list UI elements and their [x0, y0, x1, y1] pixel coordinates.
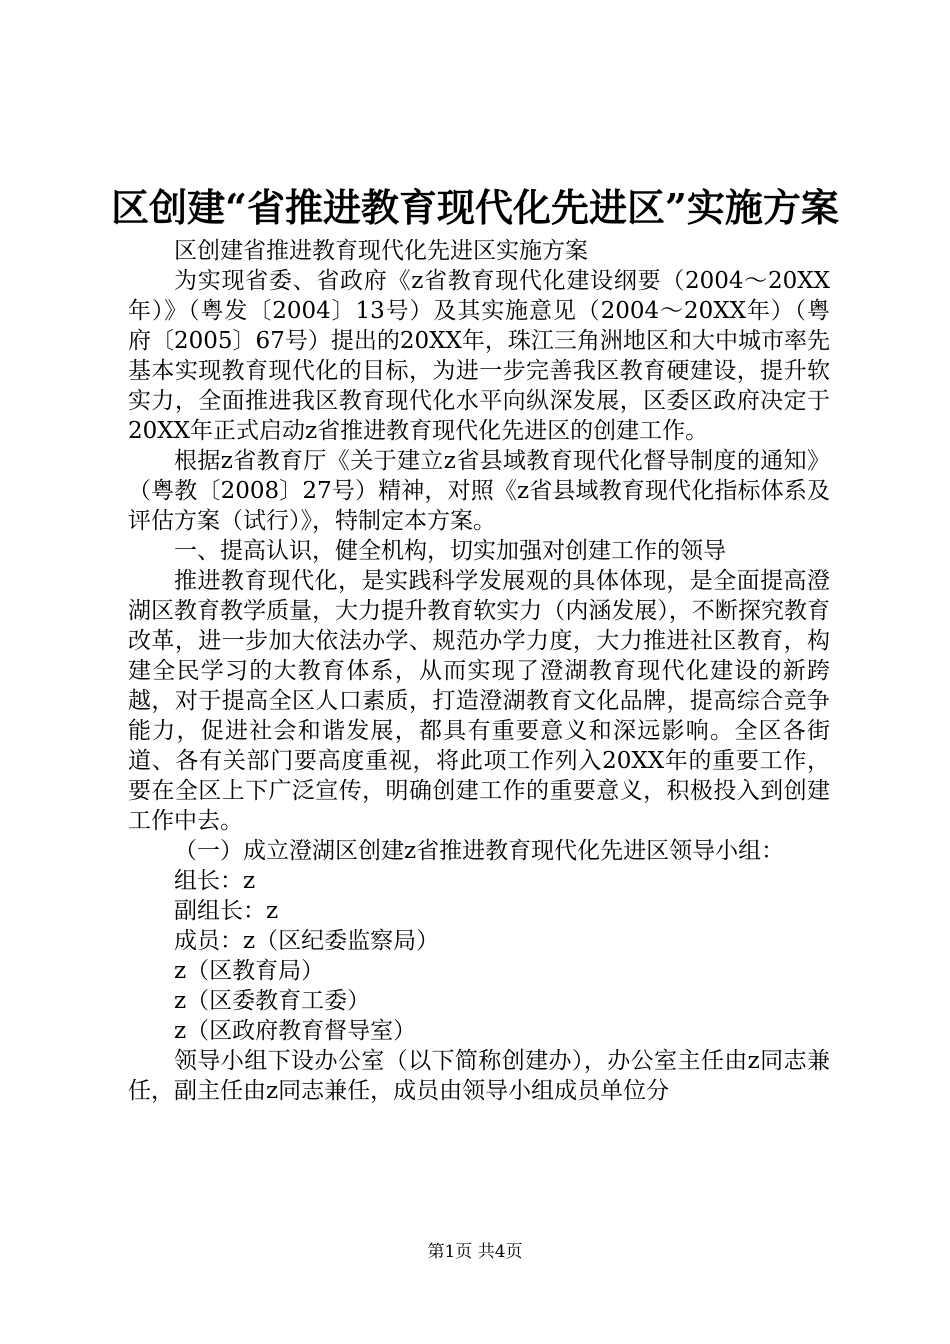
subtitle-paragraph: 区创建省推进教育现代化先进区实施方案	[174, 238, 588, 264]
document-title: 区创建“省推进教育现代化先进区”实施方案	[111, 185, 839, 230]
page-footer: 第1页 共4页	[427, 1242, 523, 1262]
subsection-heading-1: （一）成立澄湖区创建z省推进教育现代化先进区领导小组：	[174, 838, 785, 864]
document-body	[128, 236, 830, 1106]
member-list-item: z（区政府教育督导室）	[174, 1018, 417, 1044]
member-leader: 组长：z	[174, 868, 256, 894]
basis-paragraph: 根据z省教育厅《关于建立z省县域教育现代化督导制度的通知》（粤教〔2008〕27号）精神，对照《z省县域教育现代化指标体系及评估方案（试行）》，特制定本方案。	[128, 448, 830, 534]
member-deputy-leader: 副组长：z	[174, 898, 279, 924]
section-heading-1: 一、提高认识，健全机构，切实加强对创建工作的领导	[174, 538, 726, 564]
member-list-item: z（区委教育工委）	[174, 988, 371, 1014]
office-paragraph: 领导小组下设办公室（以下简称创建办），办公室主任由z同志兼任，副主任由z同志兼任，成员由领导小组成员单位分	[128, 1048, 830, 1104]
section-1-paragraph: 推进教育现代化，是实践科学发展观的具体体现，是全面提高澄湖区教育教学质量，大力提升教育软实力（内涵发展），不断探究教育改革，进一步加大依法办学、规范办学力度，大力推进社区教育，构建全民学习的大教育体系，从而实现了澄湖教育现代化建设的新跨越，对于提高全区人口素质，打造澄湖教育文化品牌，提高综合竞争能力，促进社会和谐发展，都具有重要意义和深远影响。全区各街道、各有关部门要高度重视，将此项工作列入20XX年的重要工作，要在全区上下广泛宣传，明确创建工作的重要意义，积极投入到创建工作中去。	[128, 568, 830, 834]
member-list-item: 成员：z（区纪委监察局）	[174, 928, 440, 954]
member-list-item: z（区教育局）	[174, 958, 325, 984]
intro-paragraph: 为实现省委、省政府《z省教育现代化建设纲要（2004～20XX年）》（粤发〔2004〕13号）及其实施意见（2004～20XX年）（粤府〔2005〕67号）提出的20XX年，珠江三角洲地区和大中城市率先基本实现教育现代化的目标，为进一步完善我区教育硬建设，提升软实力，全面推进我区教育现代化水平向纵深发展，区委区政府决定于20XX年正式启动z省推进教育现代化先进区的创建工作。	[128, 268, 830, 444]
